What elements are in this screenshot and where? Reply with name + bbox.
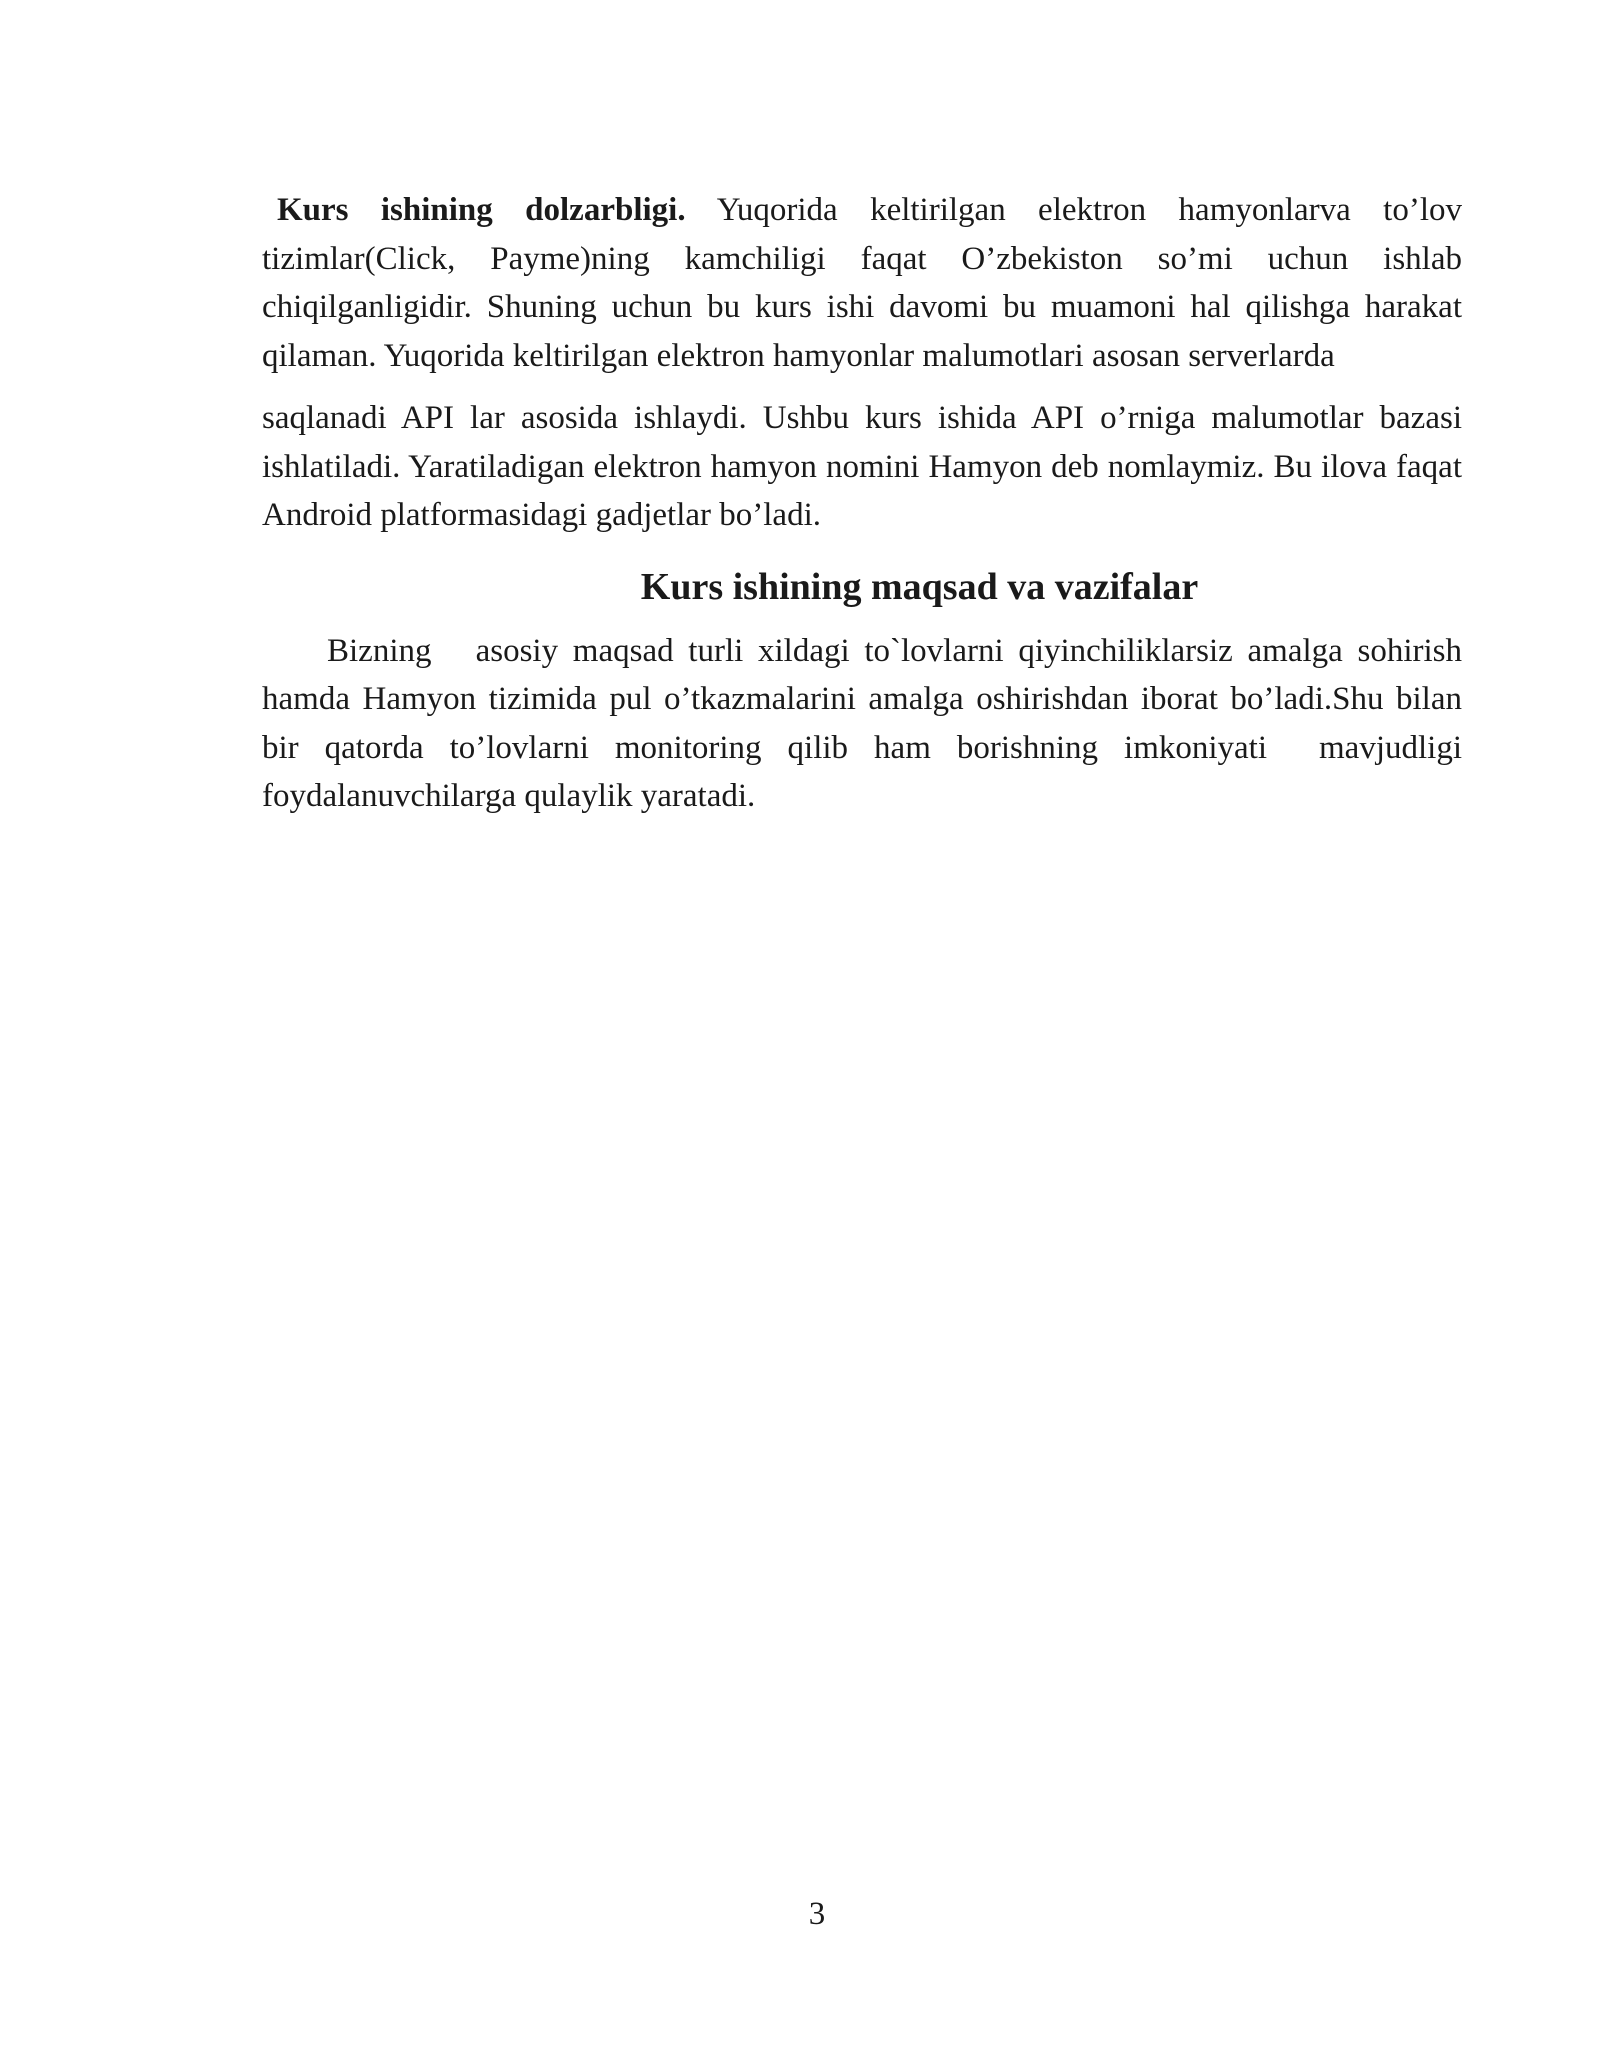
page-content — [262, 186, 1471, 821]
relevance-lead: Kurs ishining dolzarbligi. — [277, 192, 686, 228]
goals-heading: Kurs ishining maqsad va vazifalar — [640, 565, 1199, 608]
relevance-text: Yuqorida keltirilgan elektron hamyonlarva to’lov tizimlar(Click, Payme)ning kamchiligi faqat O’zbekiston so’mi uchun ishlab chiqilganligidir. Shuning uchun bu kurs ishi davomi bu muamoni hal qilishga harakat qilaman. Yuqorida keltirilgan elektron hamyonlar malumotlari asosan serverlarda — [262, 192, 1463, 374]
relevance-continuation-paragraph: saqlanadi API lar asosida ishlaydi. Ushbu kurs ishida API o’rniga malumotlar bazasi ishlatiladi. Yaratiladigan elektron hamyon nomini Hamyon deb nomlaymiz. Bu ilova faqat Android platformasidagi gadjetlar bo’ladi. — [262, 400, 1462, 533]
page-number: 3 — [808, 1896, 826, 1932]
goals-paragraph: Bizning asosiy maqsad turli xildagi to`lovlarni qiyinchiliklarsiz amalga sohirish hamda Hamyon tizimida pul o’tkazmalarini amalga oshirishdan iborat bo’ladi.Shu bilan bir qatorda to’lovlarni monitoring qilib ham borishning imkoniyati mavjudligi foydalanuvchilarga qulaylik yaratadi. — [262, 632, 1471, 814]
relevance-paragraph — [262, 186, 1462, 380]
